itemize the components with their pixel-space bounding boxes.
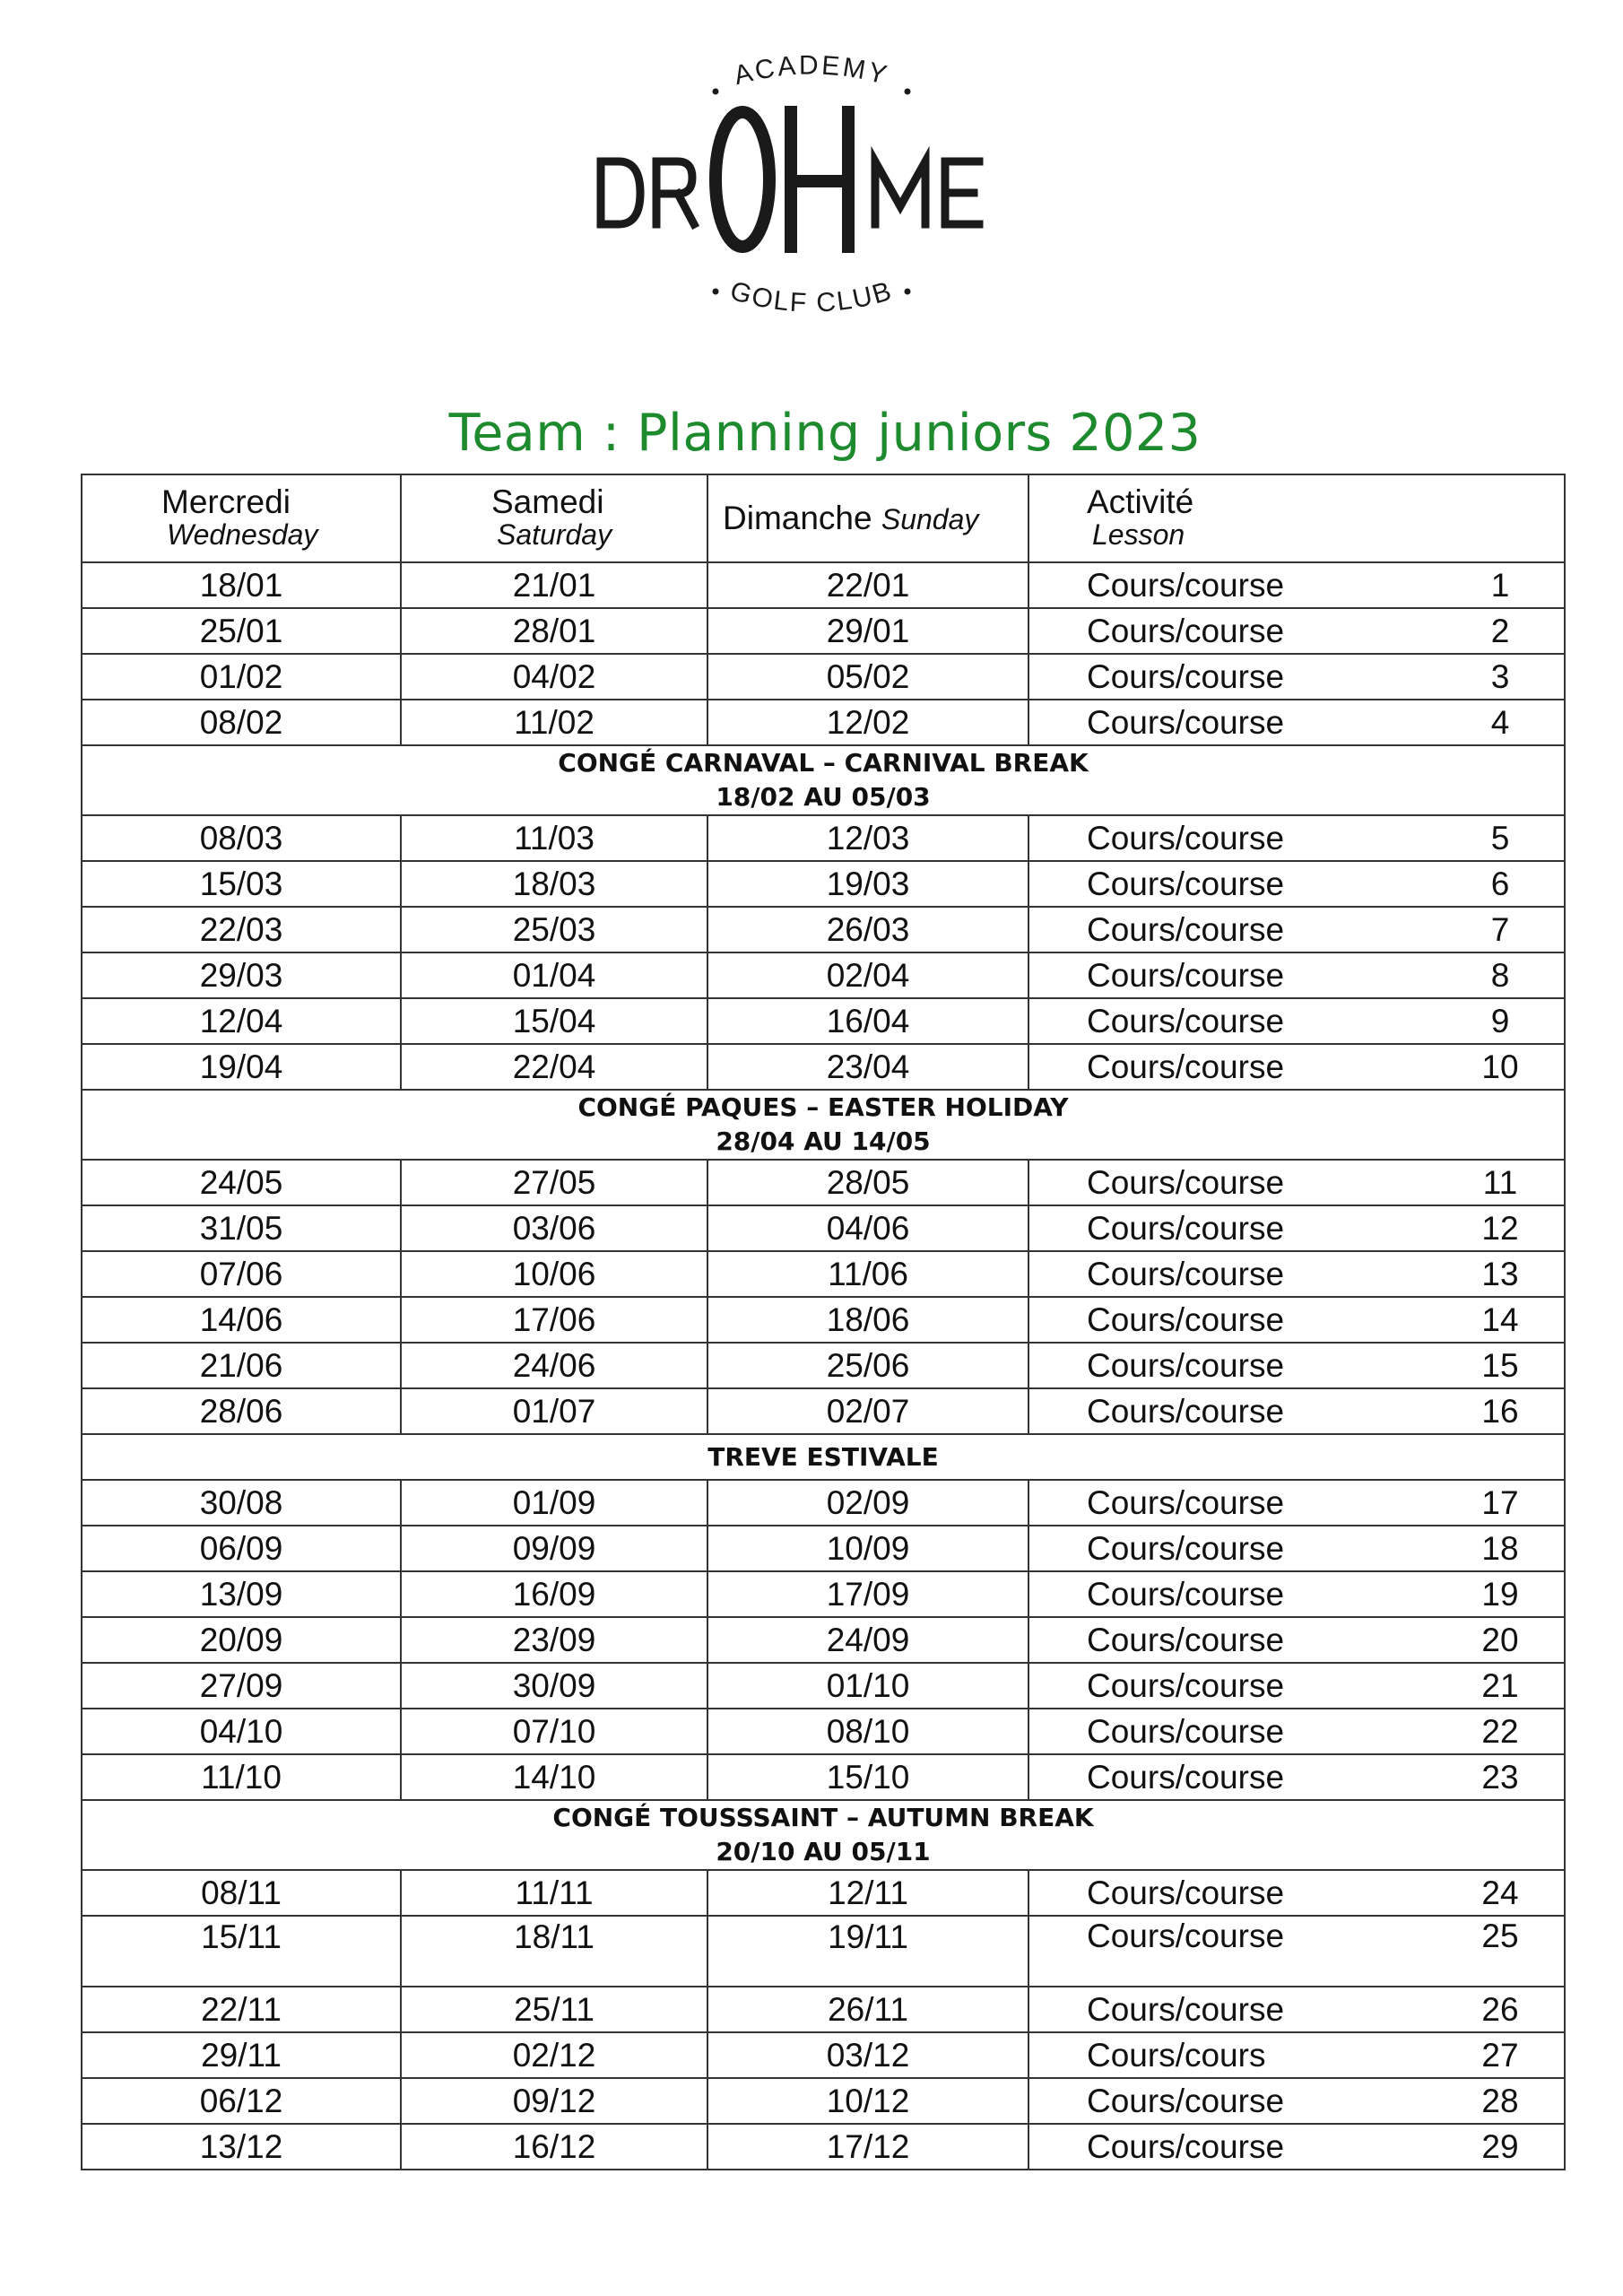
lesson-number: 24 [1481,1874,1519,1911]
date-saturday: 09/12 [401,2078,707,2124]
date-wednesday: 31/05 [82,1205,401,1251]
activity-cell [1028,562,1565,608]
date-sunday: 19/11 [707,1916,1028,1987]
activity-cell [1028,2078,1565,2124]
activity-label: Cours/course [1087,1002,1285,1039]
lesson-number: 4 [1490,703,1510,741]
date-wednesday: 27/09 [82,1663,401,1709]
page-title: Team : Planning juniors 2023 [448,404,1202,463]
lesson-number: 6 [1490,865,1510,902]
date-saturday: 01/09 [401,1480,707,1526]
date-wednesday: 08/03 [82,815,401,861]
date-sunday: 26/03 [707,907,1028,952]
schedule-body [82,474,1565,2170]
header-activity-en: Lesson [1092,518,1185,551]
date-saturday: 18/03 [401,861,707,907]
activity-cell [1028,1987,1565,2032]
header-activity [1028,474,1565,562]
table-row [82,1754,1565,1800]
activity-label: Cours/course [1087,956,1285,994]
date-sunday: 17/09 [707,1571,1028,1617]
lesson-number: 13 [1481,1255,1519,1292]
table-row [82,907,1565,952]
date-wednesday: 11/10 [82,1754,401,1800]
date-saturday: 11/02 [401,700,707,745]
table-row [82,1160,1565,1205]
date-sunday: 25/06 [707,1343,1028,1388]
logo-wordmark [601,112,979,247]
activity-label: Cours/course [1087,2082,1285,2119]
date-wednesday: 13/09 [82,1571,401,1617]
logo-bottom-text [727,276,897,318]
lesson-number: 3 [1490,657,1510,695]
date-sunday: 11/06 [707,1251,1028,1297]
lesson-number: 7 [1490,910,1510,948]
activity-cell [1028,1251,1565,1297]
activity-label: Cours/course [1087,1666,1285,1704]
table-row [82,952,1565,998]
logo-bottom-textpath: GOLF CLUB [726,275,897,318]
table-row [82,998,1565,1044]
date-saturday: 18/11 [401,1916,707,1987]
header-wednesday [82,474,401,562]
date-wednesday: 04/10 [82,1709,401,1754]
break-dates: 20/10 AU 05/11 [716,1837,931,1866]
activity-label: Cours/course [1087,1621,1285,1658]
date-sunday: 17/12 [707,2124,1028,2170]
activity-cell [1028,654,1565,700]
break-cell [82,1434,1565,1480]
activity-label: Cours/course [1087,703,1285,741]
table-row [82,1526,1565,1571]
lesson-number: 14 [1481,1300,1519,1338]
date-sunday: 19/03 [707,861,1028,907]
activity-label: Cours/course [1087,1575,1285,1613]
date-sunday: 02/09 [707,1480,1028,1526]
activity-label: Cours/course [1087,1300,1285,1338]
header-sunday-fr: Dimanche [723,499,872,536]
date-sunday: 12/03 [707,815,1028,861]
date-saturday: 02/12 [401,2032,707,2078]
lesson-number: 17 [1481,1483,1519,1521]
date-wednesday: 08/02 [82,700,401,745]
lesson-number: 8 [1490,956,1510,994]
lesson-number: 1 [1490,566,1510,604]
table-row [82,861,1565,907]
table-row [82,700,1565,745]
table-row [82,562,1565,608]
break-row [82,1434,1565,1480]
date-wednesday: 12/04 [82,998,401,1044]
date-sunday: 15/10 [707,1754,1028,1800]
table-row [82,1571,1565,1617]
date-wednesday: 24/05 [82,1160,401,1205]
activity-cell [1028,1571,1565,1617]
date-wednesday: 06/09 [82,1526,401,1571]
activity-label: Cours/course [1087,1483,1285,1521]
activity-label: Cours/course [1087,1209,1285,1247]
date-saturday: 24/06 [401,1343,707,1388]
date-wednesday: 25/01 [82,608,401,654]
activity-cell [1028,1343,1565,1388]
lesson-number: 2 [1490,612,1510,649]
activity-label: Cours/course [1087,612,1285,649]
date-saturday: 14/10 [401,1754,707,1800]
activity-label: Cours/course [1087,1346,1285,1384]
date-sunday: 16/04 [707,998,1028,1044]
date-saturday: 23/09 [401,1617,707,1663]
date-saturday: 01/07 [401,1388,707,1434]
date-wednesday: 07/06 [82,1251,401,1297]
club-logo [574,36,1049,341]
header-wednesday-en: Wednesday [167,518,318,551]
break-cell [82,1090,1565,1160]
logo-graphic [574,36,1049,341]
activity-label: Cours/course [1087,1163,1285,1201]
date-wednesday: 22/11 [82,1987,401,2032]
activity-label: Cours/course [1087,657,1285,695]
table-row [82,1709,1565,1754]
table-row [82,1916,1565,1987]
date-sunday: 12/02 [707,700,1028,745]
activity-cell [1028,1663,1565,1709]
activity-cell [1028,907,1565,952]
header-sunday [707,474,1028,562]
date-saturday: 15/04 [401,998,707,1044]
date-wednesday: 20/09 [82,1617,401,1663]
lesson-number: 11 [1482,1163,1518,1201]
header-sunday-en: Sunday [881,502,979,535]
date-wednesday: 30/08 [82,1480,401,1526]
lesson-number: 25 [1481,1918,1519,1954]
table-row [82,608,1565,654]
date-wednesday: 06/12 [82,2078,401,2124]
logo-top-textpath: ACADEMY [731,50,892,91]
table-row [82,1870,1565,1916]
date-wednesday: 29/03 [82,952,401,998]
header-saturday-en: Saturday [497,518,612,551]
date-sunday: 24/09 [707,1617,1028,1663]
activity-cell [1028,2032,1565,2078]
date-sunday: 02/04 [707,952,1028,998]
date-sunday: 04/06 [707,1205,1028,1251]
activity-cell [1028,1526,1565,1571]
lesson-number: 10 [1481,1048,1519,1085]
break-dates: 18/02 AU 05/03 [716,782,931,812]
date-wednesday: 29/11 [82,2032,401,2078]
lesson-number: 28 [1481,2082,1519,2119]
break-title: CONGÉ CARNAVAL – CARNIVAL BREAK [558,748,1089,778]
date-wednesday: 13/12 [82,2124,401,2170]
lesson-number: 22 [1481,1712,1519,1750]
date-wednesday: 18/01 [82,562,401,608]
header-saturday [401,474,707,562]
header-wednesday-fr: Mercredi [161,483,291,520]
activity-cell [1028,998,1565,1044]
date-sunday: 23/04 [707,1044,1028,1090]
lesson-number: 18 [1481,1529,1519,1567]
date-sunday: 03/12 [707,2032,1028,2078]
lesson-number: 19 [1481,1575,1519,1613]
activity-cell [1028,1870,1565,1916]
table-row [82,1663,1565,1709]
activity-cell [1028,861,1565,907]
activity-cell [1028,1205,1565,1251]
break-row [82,1800,1565,1870]
header-saturday-fr: Samedi [491,483,604,520]
activity-label: Cours/course [1087,1255,1285,1292]
activity-cell [1028,1160,1565,1205]
lesson-number: 27 [1481,2036,1519,2074]
table-row [82,2124,1565,2170]
table-row [82,1044,1565,1090]
date-saturday: 16/12 [401,2124,707,2170]
lesson-number: 9 [1490,1002,1510,1039]
date-saturday: 22/04 [401,1044,707,1090]
table-row [82,1987,1565,2032]
table-row [82,1297,1565,1343]
activity-label: Cours/course [1087,1874,1285,1911]
date-sunday: 28/05 [707,1160,1028,1205]
date-sunday: 18/06 [707,1297,1028,1343]
table-row [82,815,1565,861]
activity-label: Cours/course [1087,865,1285,902]
activity-cell [1028,700,1565,745]
date-saturday: 03/06 [401,1205,707,1251]
date-sunday: 02/07 [707,1388,1028,1434]
date-wednesday: 21/06 [82,1343,401,1388]
break-title: CONGÉ PAQUES – EASTER HOLIDAY [577,1092,1069,1122]
activity-cell [1028,1388,1565,1434]
table-row [82,1343,1565,1388]
date-saturday: 27/05 [401,1160,707,1205]
date-sunday: 10/09 [707,1526,1028,1571]
date-saturday: 09/09 [401,1526,707,1571]
date-sunday: 01/10 [707,1663,1028,1709]
lesson-number: 23 [1481,1758,1519,1796]
date-saturday: 07/10 [401,1709,707,1754]
date-wednesday: 08/11 [82,1870,401,1916]
schedule-table [81,474,1566,2170]
date-saturday: 04/02 [401,654,707,700]
activity-label: Cours/cours [1087,2036,1266,2074]
lesson-number: 20 [1481,1621,1519,1658]
activity-label: Cours/course [1087,1712,1285,1750]
lesson-number: 21 [1481,1666,1519,1704]
date-saturday: 25/11 [401,1987,707,2032]
header-row [82,474,1565,562]
activity-label: Cours/course [1087,819,1285,857]
lesson-number: 29 [1481,2127,1519,2165]
break-row [82,745,1565,815]
date-wednesday: 19/04 [82,1044,401,1090]
date-sunday: 12/11 [707,1870,1028,1916]
date-saturday: 25/03 [401,907,707,952]
activity-label: Cours/course [1087,566,1285,604]
date-sunday: 22/01 [707,562,1028,608]
lesson-number: 12 [1481,1209,1519,1247]
activity-label: Cours/course [1087,1048,1285,1085]
table-row [82,1251,1565,1297]
activity-cell [1028,1709,1565,1754]
break-title: CONGÉ TOUSSSAINT – AUTUMN BREAK [552,1803,1094,1832]
date-saturday: 28/01 [401,608,707,654]
activity-cell [1028,1480,1565,1526]
activity-cell [1028,1754,1565,1800]
date-wednesday: 01/02 [82,654,401,700]
lesson-number: 15 [1481,1346,1519,1384]
table-row [82,2078,1565,2124]
date-wednesday: 15/11 [82,1916,401,1987]
activity-label: Cours/course [1087,1758,1285,1796]
date-saturday: 10/06 [401,1251,707,1297]
activity-label: Cours/course [1087,1990,1285,2028]
date-wednesday: 14/06 [82,1297,401,1343]
activity-label: Cours/course [1087,1529,1285,1567]
date-sunday: 08/10 [707,1709,1028,1754]
table-row [82,1205,1565,1251]
activity-label: Cours/course [1087,910,1285,948]
lesson-number: 16 [1481,1392,1519,1430]
date-saturday: 30/09 [401,1663,707,1709]
activity-cell [1028,1916,1565,1987]
break-row [82,1090,1565,1160]
table-row [82,1617,1565,1663]
date-saturday: 16/09 [401,1571,707,1617]
date-sunday: 26/11 [707,1987,1028,2032]
activity-label: Cours/course [1087,1918,1285,1954]
logo-top-text [731,50,892,91]
date-saturday: 11/11 [401,1870,707,1916]
break-title: TREVE ESTIVALE [707,1441,939,1472]
date-sunday: 10/12 [707,2078,1028,2124]
date-saturday: 01/04 [401,952,707,998]
table-row [82,1480,1565,1526]
date-saturday: 11/03 [401,815,707,861]
break-cell [82,1800,1565,1870]
activity-cell [1028,1044,1565,1090]
date-saturday: 21/01 [401,562,707,608]
break-dates: 28/04 AU 14/05 [716,1126,931,1156]
table-row [82,2032,1565,2078]
break-cell [82,745,1565,815]
header-activity-fr: Activité [1087,483,1194,520]
activity-label: Cours/course [1087,2127,1285,2165]
lesson-number: 26 [1481,1990,1519,2028]
table-row [82,654,1565,700]
lesson-number: 5 [1490,819,1510,857]
activity-cell [1028,815,1565,861]
activity-label: Cours/course [1087,1392,1285,1430]
activity-cell [1028,2124,1565,2170]
date-sunday: 05/02 [707,654,1028,700]
activity-cell [1028,608,1565,654]
activity-cell [1028,1617,1565,1663]
date-saturday: 17/06 [401,1297,707,1343]
date-sunday: 29/01 [707,608,1028,654]
date-wednesday: 22/03 [82,907,401,952]
activity-cell [1028,952,1565,998]
table-row [82,1388,1565,1434]
date-wednesday: 15/03 [82,861,401,907]
date-wednesday: 28/06 [82,1388,401,1434]
activity-cell [1028,1297,1565,1343]
